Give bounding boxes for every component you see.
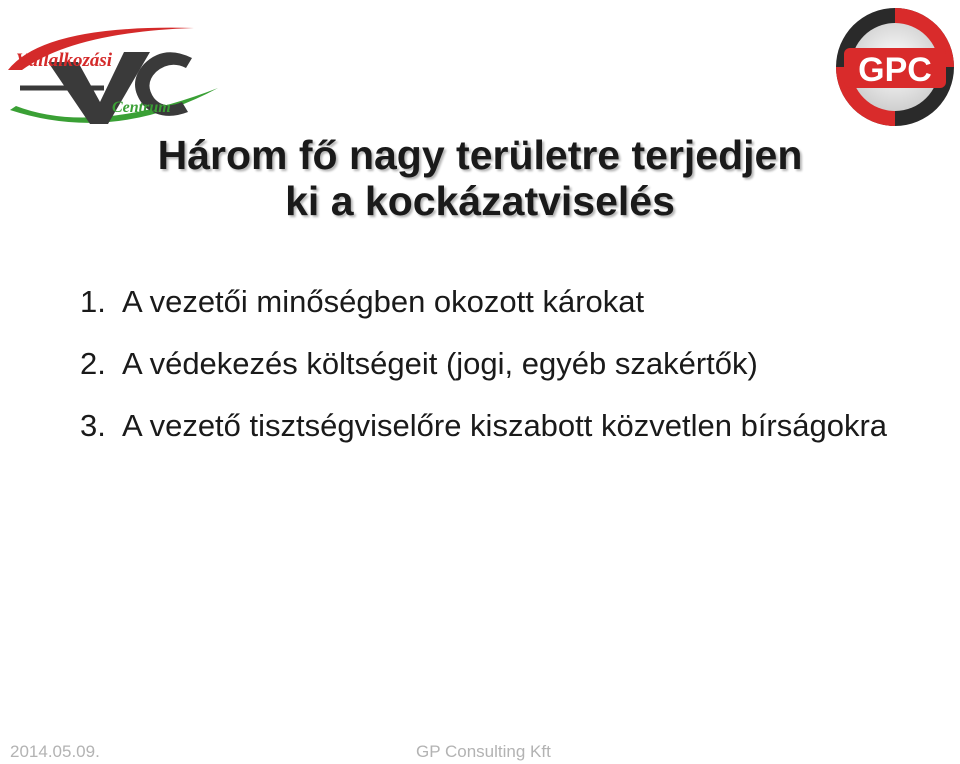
footer-company: GP Consulting Kft bbox=[416, 742, 551, 761]
footer-date: 2014.05.09. bbox=[10, 742, 100, 761]
list-item bbox=[80, 284, 940, 320]
point-text: A védekezés költségeit (jogi, egyéb szakértők) bbox=[122, 346, 758, 381]
vc-logo-line2: Centrum bbox=[112, 99, 171, 116]
gpc-logo bbox=[834, 6, 956, 128]
point-number: 2. bbox=[80, 346, 106, 381]
gpc-logo-graphic bbox=[834, 6, 956, 128]
vallalkozasi-centrum-logo bbox=[4, 18, 224, 136]
slide-title-line2: ki a kockázatviselés bbox=[285, 178, 675, 224]
list-item bbox=[80, 408, 940, 444]
point-list bbox=[80, 284, 940, 470]
slide-title-line1: Három fő nagy területre terjedjen bbox=[157, 132, 803, 178]
slide-title bbox=[0, 132, 960, 224]
vc-logo-line1: Vállalkozási bbox=[16, 50, 113, 71]
vc-logo-graphic bbox=[4, 18, 224, 136]
point-number: 3. bbox=[80, 408, 106, 443]
point-text: A vezető tisztségviselőre kiszabott közvetlen bírságokra bbox=[122, 408, 888, 443]
list-item bbox=[80, 346, 940, 382]
point-text: A vezetői minőségben okozott károkat bbox=[122, 284, 645, 319]
gpc-logo-text: GPC bbox=[858, 51, 932, 89]
point-number: 1. bbox=[80, 284, 106, 319]
